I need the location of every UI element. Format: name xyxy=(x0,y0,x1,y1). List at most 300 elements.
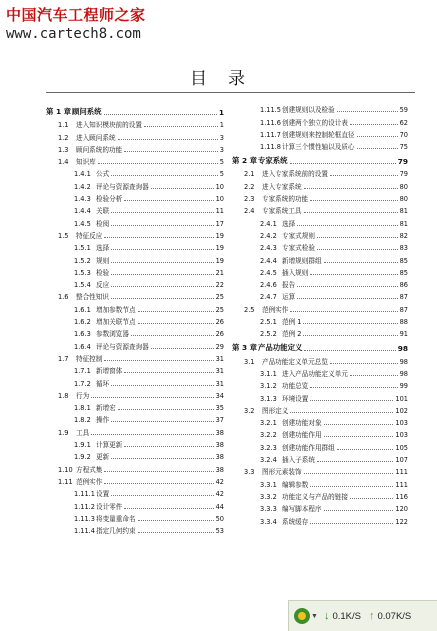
toc-entry-page: 26 xyxy=(215,318,224,327)
toc-entry-page: 42 xyxy=(215,490,224,499)
toc-entry-page: 44 xyxy=(215,502,224,511)
toc-entry-number: 3.2.4 xyxy=(260,456,277,465)
toc-entry xyxy=(232,476,408,488)
watermark-brand: 中国汽车工程师之家 xyxy=(6,6,146,24)
toc-entry-title: 新增宏 xyxy=(96,404,116,413)
toc-entry xyxy=(232,501,408,513)
toc-entry xyxy=(232,326,408,338)
toc-entry-title: 选择 xyxy=(282,219,296,228)
toc-entry-number: 2.5.2 xyxy=(260,330,277,339)
toc-entry xyxy=(232,127,408,139)
toc-entry-page: 82 xyxy=(399,231,408,240)
toc-entry-page: 85 xyxy=(399,268,408,277)
toc-leader-dots xyxy=(304,350,395,351)
toc-entry xyxy=(46,400,224,412)
toc-entry-title: 方程式集 xyxy=(76,465,103,474)
toc-entry xyxy=(46,301,224,313)
toc-entry-number: 2.2 xyxy=(244,182,255,191)
toc-entry-number: 3.2.1 xyxy=(260,419,277,428)
toc-entry-title: 专家系统 xyxy=(258,156,288,166)
toc-entry-number: 1.6.4 xyxy=(74,342,91,351)
toc-entry-title: 评论与资源查询器 xyxy=(96,342,149,351)
toc-entry-page: 21 xyxy=(215,268,224,277)
toc-leader-dots xyxy=(350,375,398,376)
toc-entry-number: 1.9.2 xyxy=(74,453,91,462)
toc-entry-number: 3.2.2 xyxy=(260,431,277,440)
toc-entry-number: 1.5 xyxy=(58,231,69,240)
toc-entry-number: 1.7 xyxy=(58,354,69,363)
toc-entry-title: 评论与资源查询器 xyxy=(96,182,149,191)
toc-entry-page: 37 xyxy=(215,416,224,425)
toc-leader-dots xyxy=(104,483,213,484)
toc-entry-page: 120 xyxy=(395,505,408,514)
toc-entry xyxy=(232,427,408,439)
toc-entry-page: 86 xyxy=(399,281,408,290)
toc-entry-page: 111 xyxy=(395,480,408,489)
toc-entry-page: 85 xyxy=(399,256,408,265)
toc-entry-page: 53 xyxy=(215,527,224,536)
toc-leader-dots xyxy=(324,510,394,511)
toc-entry-page: 10 xyxy=(215,195,224,204)
toc-leader-dots xyxy=(118,409,214,410)
toc-entry-title: 顾问系统的功能 xyxy=(76,145,123,154)
toc-leader-dots xyxy=(337,111,398,112)
toc-leader-dots xyxy=(324,424,394,425)
toc-leader-dots xyxy=(304,473,394,474)
toc-entry-number: 3.3.2 xyxy=(260,492,277,501)
toc-entry-number: 2.5.1 xyxy=(260,318,277,327)
toc-entry xyxy=(46,375,224,387)
toc-entry xyxy=(232,415,408,427)
toc-leader-dots xyxy=(330,363,398,364)
toc-entry-number: 第 1 章 xyxy=(46,107,72,116)
toc-entry-page: 87 xyxy=(399,293,408,302)
toc-leader-dots xyxy=(317,237,398,238)
toc-entry-title: 创建规则以及检验 xyxy=(282,106,335,115)
toc-entry xyxy=(46,240,224,252)
toc-leader-dots xyxy=(290,311,397,312)
toc-entry-page: 38 xyxy=(215,428,224,437)
toc-entry xyxy=(232,228,408,240)
toc-entry-page: 29 xyxy=(215,342,224,351)
toc-leader-dots xyxy=(297,298,397,299)
toc-entry xyxy=(46,338,224,350)
toc-entry-page: 31 xyxy=(215,367,224,376)
toc-entry-number: 1.4.4 xyxy=(74,207,91,216)
toc-leader-dots xyxy=(124,446,213,447)
toc-entry-number: 2.4.4 xyxy=(260,256,277,265)
toc-entry xyxy=(232,378,408,390)
toc-leader-dots xyxy=(118,139,218,140)
toc-entry-page: 11 xyxy=(215,207,224,216)
toc-entry xyxy=(46,326,224,338)
toc-entry-title: 报告 xyxy=(282,281,296,290)
toc-entry-number: 2.4.7 xyxy=(260,293,277,302)
toc-entry xyxy=(46,498,224,510)
toc-entry-page: 5 xyxy=(219,158,224,167)
toc-entry-page: 75 xyxy=(399,143,408,152)
toc-entry-number: 1.11.2 xyxy=(74,502,95,511)
toc-leader-dots xyxy=(111,175,218,176)
toc-entry xyxy=(46,314,224,326)
toc-leader-dots xyxy=(111,286,213,287)
toc-entry-page: 79 xyxy=(399,170,408,179)
toc-entry-number: 3.1 xyxy=(244,357,255,366)
toc-leader-dots xyxy=(290,412,393,413)
toc-entry-number: 1.4.1 xyxy=(74,170,91,179)
toc-entry-title: 检验分析 xyxy=(96,195,123,204)
toc-chapter-entry xyxy=(46,102,224,117)
toc-entry-page: 1 xyxy=(218,108,224,117)
toc-entry-title: 更新 xyxy=(96,453,110,462)
title-divider xyxy=(46,92,415,93)
toc-entry-number: 3.3.3 xyxy=(260,505,277,514)
toc-entry-title: 进入知识模块前的设置 xyxy=(76,121,142,130)
toc-leader-dots xyxy=(111,458,213,459)
toc-entry-page: 34 xyxy=(215,391,224,400)
toc-leader-dots xyxy=(310,200,397,201)
toc-leader-dots xyxy=(357,148,398,149)
toc-entry-title: 检阅 xyxy=(96,219,110,228)
toc-entry xyxy=(46,511,224,523)
toc-entry-page: 81 xyxy=(399,219,408,228)
toc-entry-page: 3 xyxy=(219,145,224,154)
toc-entry-page: 38 xyxy=(215,441,224,450)
toc-leader-dots xyxy=(111,249,213,250)
toc-leader-dots xyxy=(104,360,213,361)
toc-entry-page: 22 xyxy=(215,281,224,290)
toc-entry-number: 1.4.5 xyxy=(74,219,91,228)
upload-speed: 0.07K/S xyxy=(377,610,412,622)
toc-entry-number: 1.10 xyxy=(58,465,73,474)
toc-leader-dots xyxy=(131,335,214,336)
toc-leader-dots xyxy=(303,323,397,324)
toc-entry-title: 进入专家系统 xyxy=(262,182,302,191)
toc-entry-number: 1.6.1 xyxy=(74,305,91,314)
toc-entry-page: 25 xyxy=(215,305,224,314)
toc-leader-dots xyxy=(111,495,213,496)
toc-entry xyxy=(46,289,224,301)
toc-entry xyxy=(46,486,224,498)
toc-entry-title: 创建功能作用 xyxy=(282,431,322,440)
toc-entry-title: 计算更新 xyxy=(96,441,123,450)
toc-entry xyxy=(46,166,224,178)
toc-entry-page: 70 xyxy=(399,130,408,139)
toc-entry-title: 工具 xyxy=(76,428,90,437)
toc-entry-page: 26 xyxy=(215,330,224,339)
toc-entry-number: 1.5.1 xyxy=(74,244,91,253)
toc-leader-dots xyxy=(310,523,393,524)
download-status-bar xyxy=(288,600,437,631)
toc-leader-dots xyxy=(91,434,213,435)
toc-entry-number: 2.4.3 xyxy=(260,244,277,253)
toc-entry xyxy=(232,439,408,451)
toc-entry-number: 1.4.3 xyxy=(74,195,91,204)
toc-entry-title: 编辑参数 xyxy=(282,480,309,489)
toc-entry xyxy=(46,277,224,289)
toc-entry-title: 新增规则群组 xyxy=(282,256,322,265)
toc-entry-number: 1.8.1 xyxy=(74,404,91,413)
toc-entry xyxy=(46,523,224,535)
toc-entry-page: 38 xyxy=(215,465,224,474)
toc-entry-title: 整合性知识 xyxy=(76,293,109,302)
toc-entry-number: 1.1 xyxy=(58,121,69,130)
toc-entry-number: 3.3 xyxy=(244,468,255,477)
toc-entry xyxy=(232,390,408,402)
toc-leader-dots xyxy=(290,163,396,164)
toc-leader-dots xyxy=(310,486,393,487)
toc-entry-page: 103 xyxy=(395,431,408,440)
toc-entry-number: 1.8 xyxy=(58,391,69,400)
toc-leader-dots xyxy=(324,436,394,437)
toc-entry-title: 增加参数节点 xyxy=(96,305,136,314)
toc-entry-number: 3.1.2 xyxy=(260,382,277,391)
toc-entry xyxy=(232,139,408,151)
toc-entry-title: 创建功能对象 xyxy=(282,419,322,428)
toc-entry-number: 1.11.6 xyxy=(260,118,281,127)
toc-entry-title: 特征反应 xyxy=(76,231,103,240)
toc-left-column xyxy=(46,102,224,535)
toc-entry xyxy=(232,403,408,415)
toc-entry-title: 设置 xyxy=(96,490,110,499)
toc-entry-page: 103 xyxy=(395,419,408,428)
toc-entry-page: 87 xyxy=(399,305,408,314)
toc-chapter-entry xyxy=(232,151,408,166)
download-manager-icon[interactable] xyxy=(294,608,310,624)
toc-entry-title: 关联 xyxy=(96,207,110,216)
toc-entry-number: 1.4 xyxy=(58,158,69,167)
toc-entry-title: 图形元素装饰 xyxy=(262,468,302,477)
toc-entry-title: 设计零件 xyxy=(96,502,123,511)
toc-leader-dots xyxy=(324,262,398,263)
toc-entry-title: 将变量重命名 xyxy=(96,514,136,523)
toc-entry-title: 环境设置 xyxy=(282,394,309,403)
toc-leader-dots xyxy=(138,520,214,521)
toc-entry xyxy=(46,474,224,486)
toc-leader-dots xyxy=(330,175,398,176)
toc-entry-page: 80 xyxy=(399,195,408,204)
toc-entry-title: 创建规则来控制轮框直径 xyxy=(282,130,355,139)
chevron-down-icon[interactable]: ▼ xyxy=(311,612,318,620)
toc-entry-title: 系统缓存 xyxy=(282,517,309,526)
toc-entry xyxy=(46,129,224,141)
toc-entry-page: 98 xyxy=(399,369,408,378)
toc-entry xyxy=(46,203,224,215)
toc-entry-title: 图形定义 xyxy=(262,406,289,415)
toc-entry-number: 1.11.8 xyxy=(260,143,281,152)
toc-entry-title: 运算 xyxy=(282,293,296,302)
toc-entry xyxy=(46,215,224,227)
toc-entry xyxy=(46,191,224,203)
toc-entry xyxy=(46,437,224,449)
toc-entry xyxy=(232,489,408,501)
toc-entry xyxy=(46,178,224,190)
toc-entry-title: 产品功能定义单元总览 xyxy=(262,357,328,366)
toc-entry xyxy=(232,353,408,365)
toc-entry-title: 增加关联节点 xyxy=(96,318,136,327)
toc-entry-page: 17 xyxy=(215,219,224,228)
toc-entry-number: 3.3.1 xyxy=(260,480,277,489)
toc-leader-dots xyxy=(357,136,398,137)
toc-chapter-entry xyxy=(232,338,408,353)
toc-leader-dots xyxy=(111,298,214,299)
toc-entry-number: 1.9 xyxy=(58,428,69,437)
toc-entry-title: 进入专家系统前的设置 xyxy=(262,170,328,179)
toc-entry-number: 3.2.3 xyxy=(260,443,277,452)
toc-entry-number: 1.2 xyxy=(58,133,69,142)
toc-leader-dots xyxy=(350,498,393,499)
toc-leader-dots xyxy=(91,397,213,398)
toc-leader-dots xyxy=(144,126,218,127)
toc-entry-title: 公式 xyxy=(96,170,110,179)
toc-entry-number: 1.11.1 xyxy=(74,490,95,499)
toc-entry xyxy=(232,464,408,476)
toc-entry xyxy=(46,117,224,129)
toc-entry-page: 102 xyxy=(395,406,408,415)
toc-entry-page: 105 xyxy=(395,443,408,452)
toc-entry xyxy=(232,166,408,178)
toc-entry-page: 19 xyxy=(215,256,224,265)
toc-entry-number: 2.4.2 xyxy=(260,231,277,240)
toc-entry-page: 31 xyxy=(215,379,224,388)
toc-entry-number: 3.1.3 xyxy=(260,394,277,403)
toc-entry-number: 1.11.5 xyxy=(260,106,281,115)
toc-leader-dots xyxy=(304,188,398,189)
toc-entry-title: 指定几何约束 xyxy=(96,527,136,536)
toc-entry-title: 创建两个独立的设计表 xyxy=(282,118,348,127)
toc-entry-title: 创建功能作用群组 xyxy=(282,443,335,452)
toc-entry xyxy=(232,114,408,126)
toc-entry xyxy=(46,154,224,166)
toc-entry-page: 35 xyxy=(215,404,224,413)
toc-entry-title: 专家系统的功能 xyxy=(262,195,309,204)
toc-entry-number: 1.6.3 xyxy=(74,330,91,339)
toc-entry-number: 1.11 xyxy=(58,477,73,486)
toc-leader-dots xyxy=(104,471,213,472)
toc-leader-dots xyxy=(310,400,393,401)
toc-entry-title: 专家式检验 xyxy=(282,244,315,253)
toc-entry-number: 1.9.1 xyxy=(74,441,91,450)
toc-entry-title: 进入顾问系统 xyxy=(76,133,116,142)
toc-entry-number: 第 3 章 xyxy=(232,343,258,353)
toc-entry-title: 检验 xyxy=(96,268,110,277)
toc-entry xyxy=(232,215,408,227)
toc-entry-title: 范例实作 xyxy=(76,477,103,486)
toc-leader-dots xyxy=(111,421,213,422)
toc-entry xyxy=(232,178,408,190)
toc-entry-number: 1.11.4 xyxy=(74,527,95,536)
toc-entry xyxy=(46,412,224,424)
toc-entry xyxy=(46,252,224,264)
toc-entry xyxy=(232,366,408,378)
toc-entry xyxy=(232,301,408,313)
toc-entry-page: 19 xyxy=(215,231,224,240)
toc-entry-page: 80 xyxy=(399,182,408,191)
toc-entry xyxy=(232,203,408,215)
toc-entry xyxy=(232,314,408,326)
toc-leader-dots xyxy=(124,200,213,201)
toc-entry-page: 116 xyxy=(395,492,408,501)
toc-leader-dots xyxy=(111,385,213,386)
toc-entry-number: 1.6.2 xyxy=(74,318,91,327)
toc-entry xyxy=(232,265,408,277)
toc-entry-number: 2.4.5 xyxy=(260,268,277,277)
toc-entry-page: 98 xyxy=(399,357,408,366)
toc-leader-dots xyxy=(297,286,397,287)
toc-entry-title: 编写脚本程序 xyxy=(282,505,322,514)
toc-entry-title: 计算三个惯性轴以及质心 xyxy=(282,143,355,152)
toc-leader-dots xyxy=(310,387,397,388)
toc-entry-title: 知识库 xyxy=(76,158,96,167)
toc-entry-page: 91 xyxy=(399,330,408,339)
toc-entry xyxy=(232,240,408,252)
toc-leader-dots xyxy=(151,188,214,189)
toc-entry-page: 5 xyxy=(219,170,224,179)
toc-entry-page: 98 xyxy=(397,344,408,354)
toc-entry-page: 42 xyxy=(215,477,224,486)
arrow-up-icon: ↑ xyxy=(368,610,375,622)
toc-entry-number: 2.1 xyxy=(244,170,255,179)
toc-leader-dots xyxy=(151,348,214,349)
toc-entry-title: 新增窗体 xyxy=(96,367,123,376)
toc-entry-number: 1.8.2 xyxy=(74,416,91,425)
toc-entry-title: 范例实作 xyxy=(262,305,289,314)
toc-leader-dots xyxy=(111,225,213,226)
toc-entry-page: 88 xyxy=(399,318,408,327)
toc-leader-dots xyxy=(337,449,394,450)
toc-entry-number: 2.4.1 xyxy=(260,219,277,228)
toc-entry-number: 1.7.1 xyxy=(74,367,91,376)
toc-leader-dots xyxy=(98,163,218,164)
toc-entry-page: 59 xyxy=(399,106,408,115)
toc-entry-title: 专家系统工具 xyxy=(262,207,302,216)
toc-right-column xyxy=(232,102,408,526)
toc-entry-title: 参数浏览器 xyxy=(96,330,129,339)
toc-entry xyxy=(46,449,224,461)
toc-leader-dots xyxy=(317,249,398,250)
toc-entry-title: 专家式规则 xyxy=(282,231,315,240)
toc-entry-number: 第 2 章 xyxy=(232,156,258,166)
toc-entry-title: 规则 xyxy=(96,256,110,265)
arrow-down-icon: ↓ xyxy=(323,610,330,622)
toc-entry-title: 操作 xyxy=(96,416,110,425)
toc-entry-number: 1.11.7 xyxy=(260,130,281,139)
toc-entry-number: 1.5.4 xyxy=(74,281,91,290)
toc-leader-dots xyxy=(124,508,213,509)
toc-entry-page: 19 xyxy=(215,244,224,253)
toc-entry-page: 122 xyxy=(395,517,408,526)
toc-leader-dots xyxy=(124,372,213,373)
toc-entry-title: 功能定义与产品的链接 xyxy=(282,492,348,501)
toc-entry-page: 83 xyxy=(399,244,408,253)
toc-entry-title: 行为 xyxy=(76,391,90,400)
toc-entry-page: 81 xyxy=(399,207,408,216)
toc-entry-page: 101 xyxy=(395,394,408,403)
toc-entry-page: 111 xyxy=(395,468,408,477)
toc-entry-page: 1 xyxy=(219,121,224,130)
toc-entry-page: 25 xyxy=(215,293,224,302)
toc-entry xyxy=(232,102,408,114)
toc-leader-dots xyxy=(104,114,217,115)
toc-entry-title: 范例 2 xyxy=(282,330,302,339)
toc-entry-page: 62 xyxy=(399,118,408,127)
toc-entry xyxy=(46,142,224,154)
toc-entry xyxy=(46,265,224,277)
toc-entry-title: 插入规则 xyxy=(282,268,309,277)
toc-entry-title: 循环 xyxy=(96,379,110,388)
toc-leader-dots xyxy=(138,323,214,324)
toc-leader-dots xyxy=(138,311,214,312)
